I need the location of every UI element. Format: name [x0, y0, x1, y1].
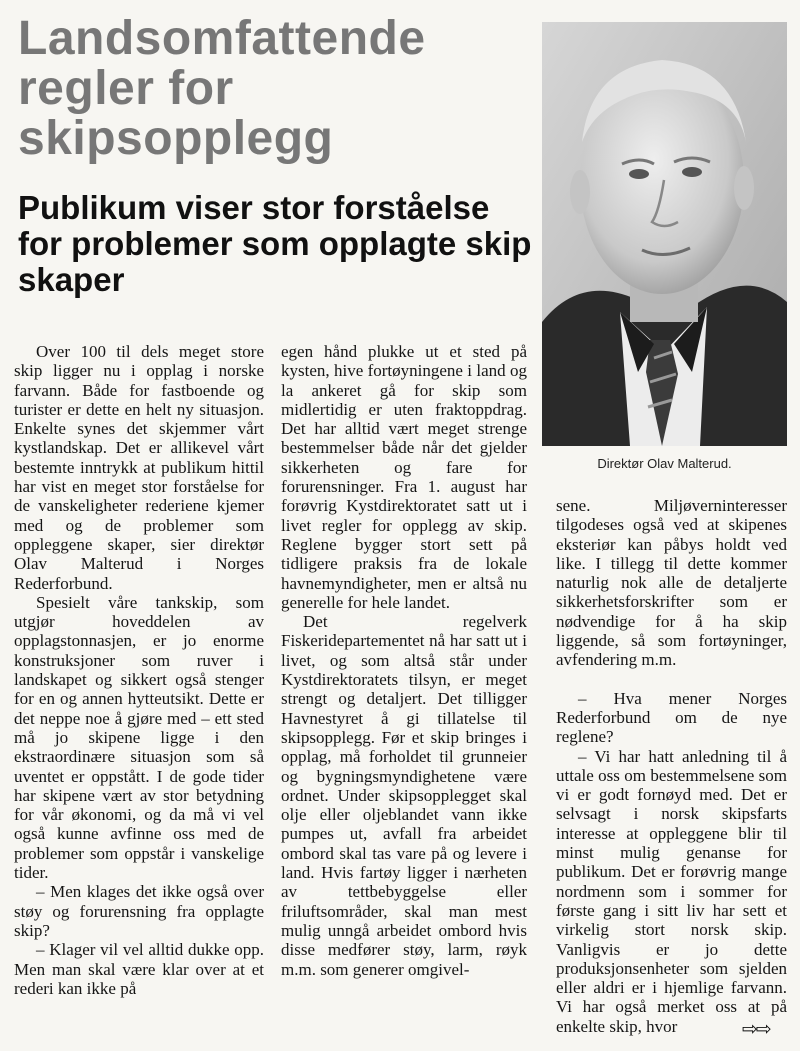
paragraph: – Hva mener Norges Rederforbund om de nye reglene?: [556, 688, 787, 747]
article-column-1: [14, 342, 264, 998]
headline: [18, 14, 426, 164]
portrait-illustration: [542, 22, 787, 446]
headline-line: regler for: [18, 62, 234, 115]
paragraph: egen hånd plukke ut et sted på kysten, hive fortøyningene i land og la ankeret gå for skip som midlertidig er uten fraktoppdrag. Det har alltid vært meget strenge bestemmelser både når det gjelder sikkerheten og fare for forurensninger. Fra 1. august har forøvrig Kystdirektoratet satt ut i livet regler for opplegg av skip. Reglene bygger stort sett på tidligere praksis fra de lokale havnemyndigheter, men er altså nu generelle for hele landet.: [281, 342, 527, 612]
headline-line: Landsomfattende: [18, 12, 426, 65]
paragraph: Det regelverk Fiskeridepartementet nå har satt ut i livet, og som altså står under Kystdirektoratets tilsyn, er meget strengt og detaljert. Det tilligger Havnestyret å gi tillatelse til skipsopplegg. Før et skip bringes i opplag, må forholdet til grunneier og bygningsmyndighetene være ordnet. Under skipsopplegget skal olje eller oljeblandet vann ikke pumpes ut, avfall fra arbeidet ombord skal tas vare på og levere i land. Hvis fartøy ligger i nærheten av tettbebyggelse eller friluftsområder, skal man mest mulig unngå arbeidet ombord hvis disse medfører støy, larm, røyk m.m. som generer omgivel-: [281, 612, 527, 979]
paragraph: – Vi har hatt anledning til å uttale oss om bestemmelsene som vi er godt fornøyd med. Det er selvsagt i norsk skipsfarts interesse at oppleggene blir til minst mulig genanse for publikum. Det er forøvrig mange nordmenn som i sommer for første gang i sitt liv har sett et virkelig stort norsk skip. Vanligvis er jo dette produksjonsenheter som sjelden eller aldri er i hjemlige farvann. Vi har også merket oss at på enkelte skip, hvor: [556, 746, 787, 1036]
paragraph: – Men klages det ikke også over støy og forurensning fra opplagte skip?: [14, 882, 264, 940]
article-column-3: [556, 496, 787, 1036]
paragraph: Over 100 til dels meget store skip ligger nu i opplag i norske farvann. Både for fastboende og turister er dette en helt ny situasjon. Enkelte synes det skjemmer vårt kystlandskap. Det er allikevel vårt bestemte inntrykk at publikum hittil har vist en meget stor forståelse for de vanskeligheter rederiene kjemer med og de problemer som oppleggene skaper, sier direktør Olav Malterud i Norges Rederforbund.: [14, 342, 264, 593]
continue-arrow-icon: ⇨⇨: [742, 1018, 770, 1040]
paragraph: Spesielt våre tankskip, som utgjør hoveddelen av opplagstonnasjen, er jo enorme konstruksjoner som ruver i landskapet og sikkert også stenger for en og annen hytteutsikt. Dette er det neppe noe å gjøre med – ett sted må jo skipene ligge i den ekstraordinære situasjon som så uventet er oppstått. I de gode tider har skipene vært av stor betydning for vår økonomi, og da må vi vel også kunne avfinne oss med de problemer som oppstår i vanskelige tider.: [14, 592, 264, 883]
paragraph-gap: [556, 670, 787, 689]
paragraph: sene. Miljøverninteresser tilgodeses også ved at skipenes eksteriør kan påbys holdt ved like. I tillegg til dette kommer naturlig nok alle de detaljerte sikkerhetsforskrifter som er nødvendige for å ha skip liggende, så som fortøyninger, avfendering m.m.: [556, 496, 787, 670]
portrait-photo: [542, 22, 787, 446]
paragraph: – Klager vil vel alltid dukke opp. Men man skal være klar over at et rederi kan ikke på: [14, 940, 264, 998]
headline-line: skipsopplegg: [18, 112, 334, 165]
article-column-2: [281, 342, 527, 979]
subheadline: Publikum viser stor forståelse for problemer som opplagte skip skaper: [18, 189, 532, 298]
photo-caption: Direktør Olav Malterud.: [597, 456, 732, 471]
